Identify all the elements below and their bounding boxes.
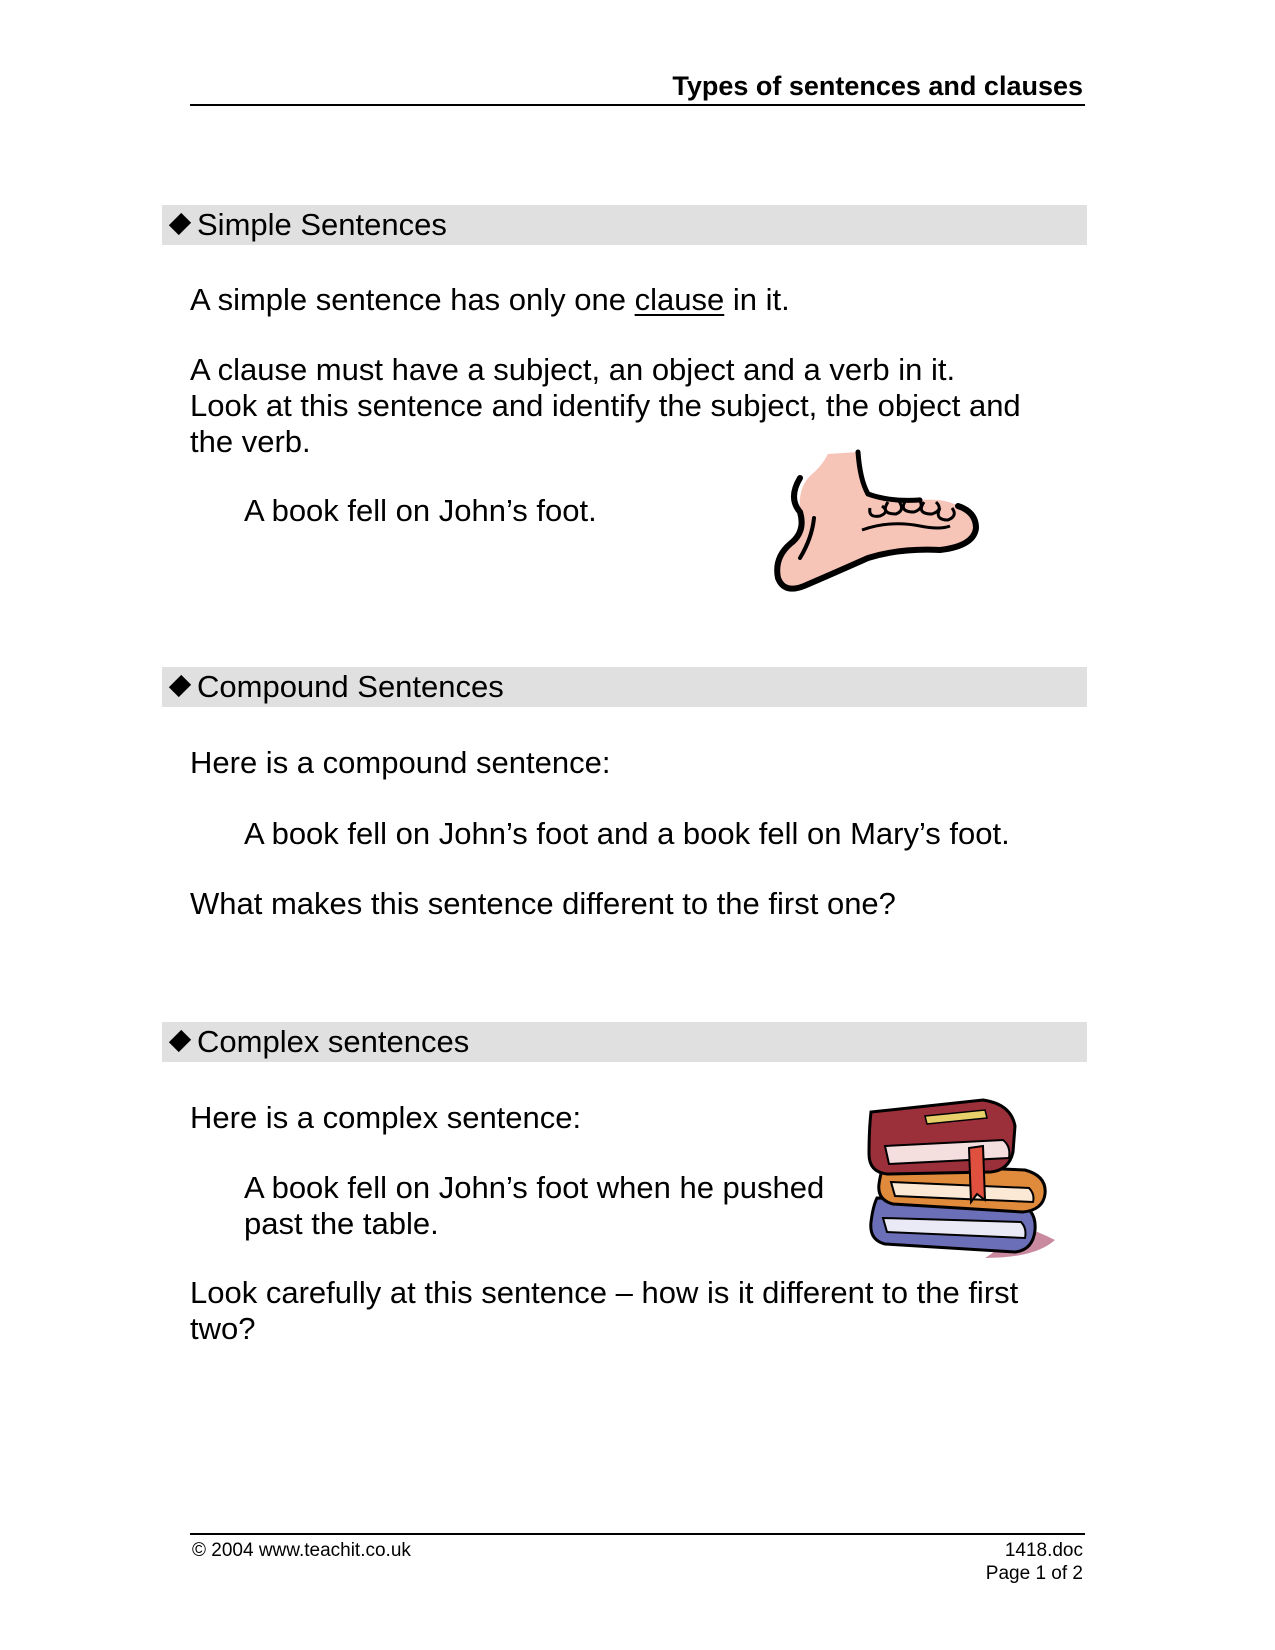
explanation-line: Look at this sentence and identify the subject, the object and	[190, 388, 1021, 423]
section-heading-label: Compound Sentences	[197, 669, 504, 704]
page-header	[190, 70, 1085, 106]
page-footer	[190, 1533, 1085, 1595]
question-line: Look carefully at this sentence – how is it different to the first	[190, 1275, 1019, 1310]
definition-text-end: in it.	[724, 282, 790, 317]
diamond-bullet-icon	[169, 1030, 191, 1052]
foot-illustration	[770, 448, 990, 594]
section-heading-compound	[162, 667, 1087, 707]
document-title: Types of sentences and clauses	[672, 71, 1083, 101]
explanation-line: A clause must have a subject, an object and a verb in it.	[190, 352, 956, 387]
definition-text: A simple sentence has only one	[190, 282, 635, 317]
books-stack-illustration	[865, 1090, 1065, 1262]
clause-explanation-paragraph	[190, 352, 1021, 460]
example-line: past the table.	[244, 1206, 439, 1241]
footer-doc-info	[986, 1539, 1083, 1585]
complex-question	[190, 1275, 1018, 1347]
explanation-line: the verb.	[190, 424, 311, 459]
complex-intro: Here is a complex sentence:	[190, 1100, 582, 1135]
section-heading-label: Complex sentences	[197, 1024, 470, 1059]
compound-example-sentence: A book fell on John’s foot and a book fell on Mary’s foot.	[244, 816, 1010, 851]
simple-definition	[190, 282, 790, 318]
diamond-bullet-icon	[169, 213, 191, 235]
compound-intro: Here is a compound sentence:	[190, 745, 611, 780]
section-heading-simple	[162, 205, 1087, 245]
section-heading-complex	[162, 1022, 1087, 1062]
footer-page-info: Page 1 of 2	[985, 1563, 1083, 1584]
question-line: two?	[190, 1311, 256, 1346]
complex-example-sentence	[244, 1170, 824, 1242]
clause-term: clause	[634, 282, 725, 317]
example-line: A book fell on John’s foot when he pushed	[244, 1170, 825, 1205]
diamond-bullet-icon	[169, 675, 191, 697]
compound-question: What makes this sentence different to the first one?	[190, 886, 896, 921]
footer-doc-name: 1418.doc	[1004, 1540, 1083, 1561]
simple-example-sentence: A book fell on John’s foot.	[244, 493, 597, 528]
section-heading-label: Simple Sentences	[197, 207, 447, 242]
footer-copyright: © 2004 www.teachit.co.uk	[192, 1540, 411, 1561]
